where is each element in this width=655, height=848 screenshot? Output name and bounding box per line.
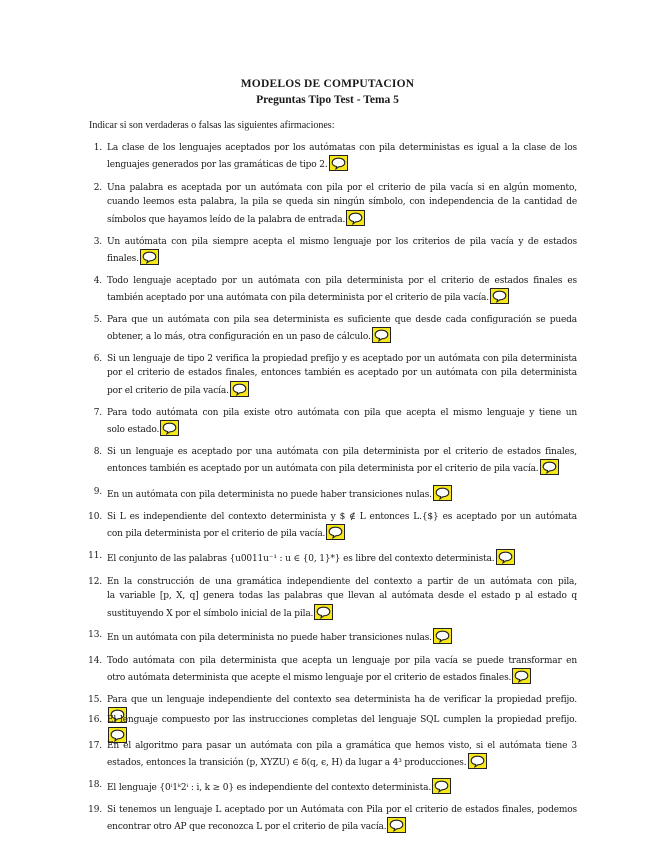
question-19	[88, 803, 577, 835]
question-text-line: El conjunto de las palabras {u0011u⁻¹ : u ∈ {0, 1}*} es libre del contexto determinista.	[107, 549, 577, 566]
question-text-line: El lenguaje compuesto por las instrucciones completas del lenguaje SQL cumplen la propiedad prefijo.	[107, 713, 577, 745]
question-text-line: estados, entonces la transición (p, XYZU) ∈ δ(q, ϵ, H) da lugar a 4³ producciones.	[107, 753, 577, 770]
question-number: 12.	[88, 577, 102, 587]
comment-note-icon[interactable]	[314, 604, 333, 620]
question-10	[88, 510, 577, 542]
question-text-line: solo estado.	[107, 420, 577, 437]
question-18	[88, 778, 577, 795]
question-13	[88, 628, 577, 645]
question-number: 15.	[88, 695, 102, 705]
question-number: 4.	[93, 276, 102, 286]
question-17	[88, 739, 577, 771]
question-text-line: Todo lenguaje aceptado por un autómata con pila determinista por el criterio de estados finales es	[107, 276, 577, 286]
question-text-line: El lenguaje {0ⁱ1ᵏ2ⁱ : i, k ≥ 0} es independiente del contexto determinista.	[107, 778, 577, 795]
question-number: 6.	[93, 354, 102, 364]
question-text-line: lenguajes generados por las gramáticas de tipo 2.	[107, 155, 577, 172]
question-text-line: La clase de los lenguajes aceptados por los autómatas con pila deterministas es igual a la clase de los	[107, 143, 577, 153]
question-number: 2.	[93, 183, 102, 193]
question-text-line: Para todo autómata con pila existe otro autómata con pila que acepta el mismo lenguaje y tiene un	[107, 408, 577, 418]
question-text-line: también aceptado por una autómata con pila determinista por el criterio de pila vacía.	[107, 288, 577, 305]
question-number: 13.	[88, 630, 102, 640]
document-subtitle: Preguntas Tipo Test - Tema 5	[256, 94, 399, 106]
comment-note-icon[interactable]	[387, 817, 406, 833]
comment-note-icon[interactable]	[160, 420, 179, 436]
question-number: 18.	[88, 780, 102, 790]
comment-note-icon[interactable]	[433, 485, 452, 501]
question-text-line: Si un lenguaje de tipo 2 verifica la propiedad prefijo y es aceptado por un autómata con pila determinista	[107, 354, 577, 364]
question-text-line: con pila determinista por el criterio de pila vacía.	[107, 524, 577, 541]
question-text-line: sustituyendo X por el símbolo inicial de la pila.	[107, 604, 577, 621]
question-text-line: Si un lenguaje es aceptado por una autómata con pila determinista por el criterio de estados finales,	[107, 447, 577, 457]
question-number: 16.	[88, 715, 102, 725]
question-text-line: símbolos que hayamos leído de la palabra de entrada.	[107, 210, 577, 227]
question-7	[93, 406, 577, 438]
comment-note-icon[interactable]	[140, 249, 159, 265]
question-text-line: Todo autómata con pila determinista que acepta un lenguaje por pila vacía se puede transformar en	[107, 656, 577, 666]
comment-note-icon[interactable]	[230, 381, 249, 397]
comment-note-icon[interactable]	[540, 459, 559, 475]
instructions: Indicar si son verdaderas o falsas las siguientes afirmaciones:	[89, 120, 335, 131]
comment-note-icon[interactable]	[346, 210, 365, 226]
question-text-line: por el criterio de estados finales, entonces también es aceptado por un autómata con pila determinista	[107, 368, 577, 379]
question-number: 3.	[93, 237, 102, 247]
question-number: 8.	[93, 447, 102, 457]
question-9	[93, 485, 577, 502]
question-text-line: la variable [p, X, q] genera todas las palabras que llevan al autómata desde el estado p al estado q	[107, 591, 577, 602]
question-number: 5.	[93, 315, 102, 325]
question-text-line: En la construcción de una gramática independiente del contexto a partir de un autómata con pila,	[107, 577, 577, 587]
question-text-line: por el criterio de pila vacía.	[107, 381, 577, 398]
comment-note-icon[interactable]	[326, 524, 345, 540]
question-text-line: Si L es independiente del contexto determinista y $ ∉ L entonces L.{$} es aceptado por un autómata	[107, 512, 577, 522]
question-8	[93, 445, 577, 477]
question-text-line: Una palabra es aceptada por un autómata con pila por el criterio de pila vacía si en algún momento,	[107, 183, 577, 193]
comment-note-icon[interactable]	[433, 628, 452, 644]
question-6	[93, 352, 577, 398]
question-3	[93, 235, 577, 267]
question-number: 17.	[88, 741, 102, 751]
question-text-line: otro autómata determinista que acepte el mismo lenguaje por el criterio de estados finales.	[107, 668, 577, 685]
question-number: 9.	[93, 487, 102, 497]
question-number: 7.	[93, 408, 102, 418]
question-11	[88, 549, 577, 566]
question-14	[88, 654, 577, 686]
comment-note-icon[interactable]	[372, 327, 391, 343]
comment-note-icon[interactable]	[496, 549, 515, 565]
question-1	[93, 141, 577, 173]
comment-note-icon[interactable]	[490, 288, 509, 304]
question-number: 14.	[88, 656, 102, 666]
question-text-line: En un autómata con pila determinista no puede haber transiciones nulas.	[107, 628, 577, 645]
comment-note-icon[interactable]	[512, 668, 531, 684]
question-text-line: finales.	[107, 249, 577, 266]
question-number: 10.	[88, 512, 102, 522]
question-text-line: Para que un autómata con pila sea determinista es suficiente que desde cada configuración se pueda	[107, 315, 577, 325]
question-number: 11.	[88, 551, 102, 561]
question-number: 1.	[93, 143, 102, 153]
comment-note-icon[interactable]	[329, 155, 348, 171]
question-text-line: obtener, a lo más, otra configuración en un paso de cálculo.	[107, 327, 577, 344]
comment-note-icon[interactable]	[432, 778, 451, 794]
question-2	[93, 181, 577, 227]
question-text-line: Si tenemos un lenguaje L aceptado por un Autómata con Pila por el criterio de estados finales, podemos	[107, 805, 577, 815]
question-text-line: cuando leemos esta palabra, la pila se queda sin ningún símbolo, con independencia de la cantidad de	[107, 197, 577, 208]
question-text-line: En el algoritmo para pasar un autómata con pila a gramática que hemos visto, si el autómata tiene 3	[107, 741, 577, 751]
question-text-line: encontrar otro AP que reconozca L por el criterio de pila vacía.	[107, 817, 577, 834]
question-text-line: En un autómata con pila determinista no puede haber transiciones nulas.	[107, 485, 577, 502]
comment-note-icon[interactable]	[468, 753, 487, 769]
question-text-line: Un autómata con pila siempre acepta el mismo lenguaje por los criterios de pila vacía y de estados	[107, 237, 577, 247]
question-5	[93, 313, 577, 345]
document-title: MODELOS DE COMPUTACION	[240, 78, 415, 90]
question-12	[88, 575, 577, 621]
question-text-line: entonces también es aceptado por un autómata con pila determinista por el criterio de pila vacía.	[107, 459, 577, 476]
question-4	[93, 274, 577, 306]
question-text-line: Para que un lenguaje independiente del contexto sea determinista ha de verificar la propiedad prefijo.	[107, 693, 577, 725]
question-number: 19.	[88, 805, 102, 815]
